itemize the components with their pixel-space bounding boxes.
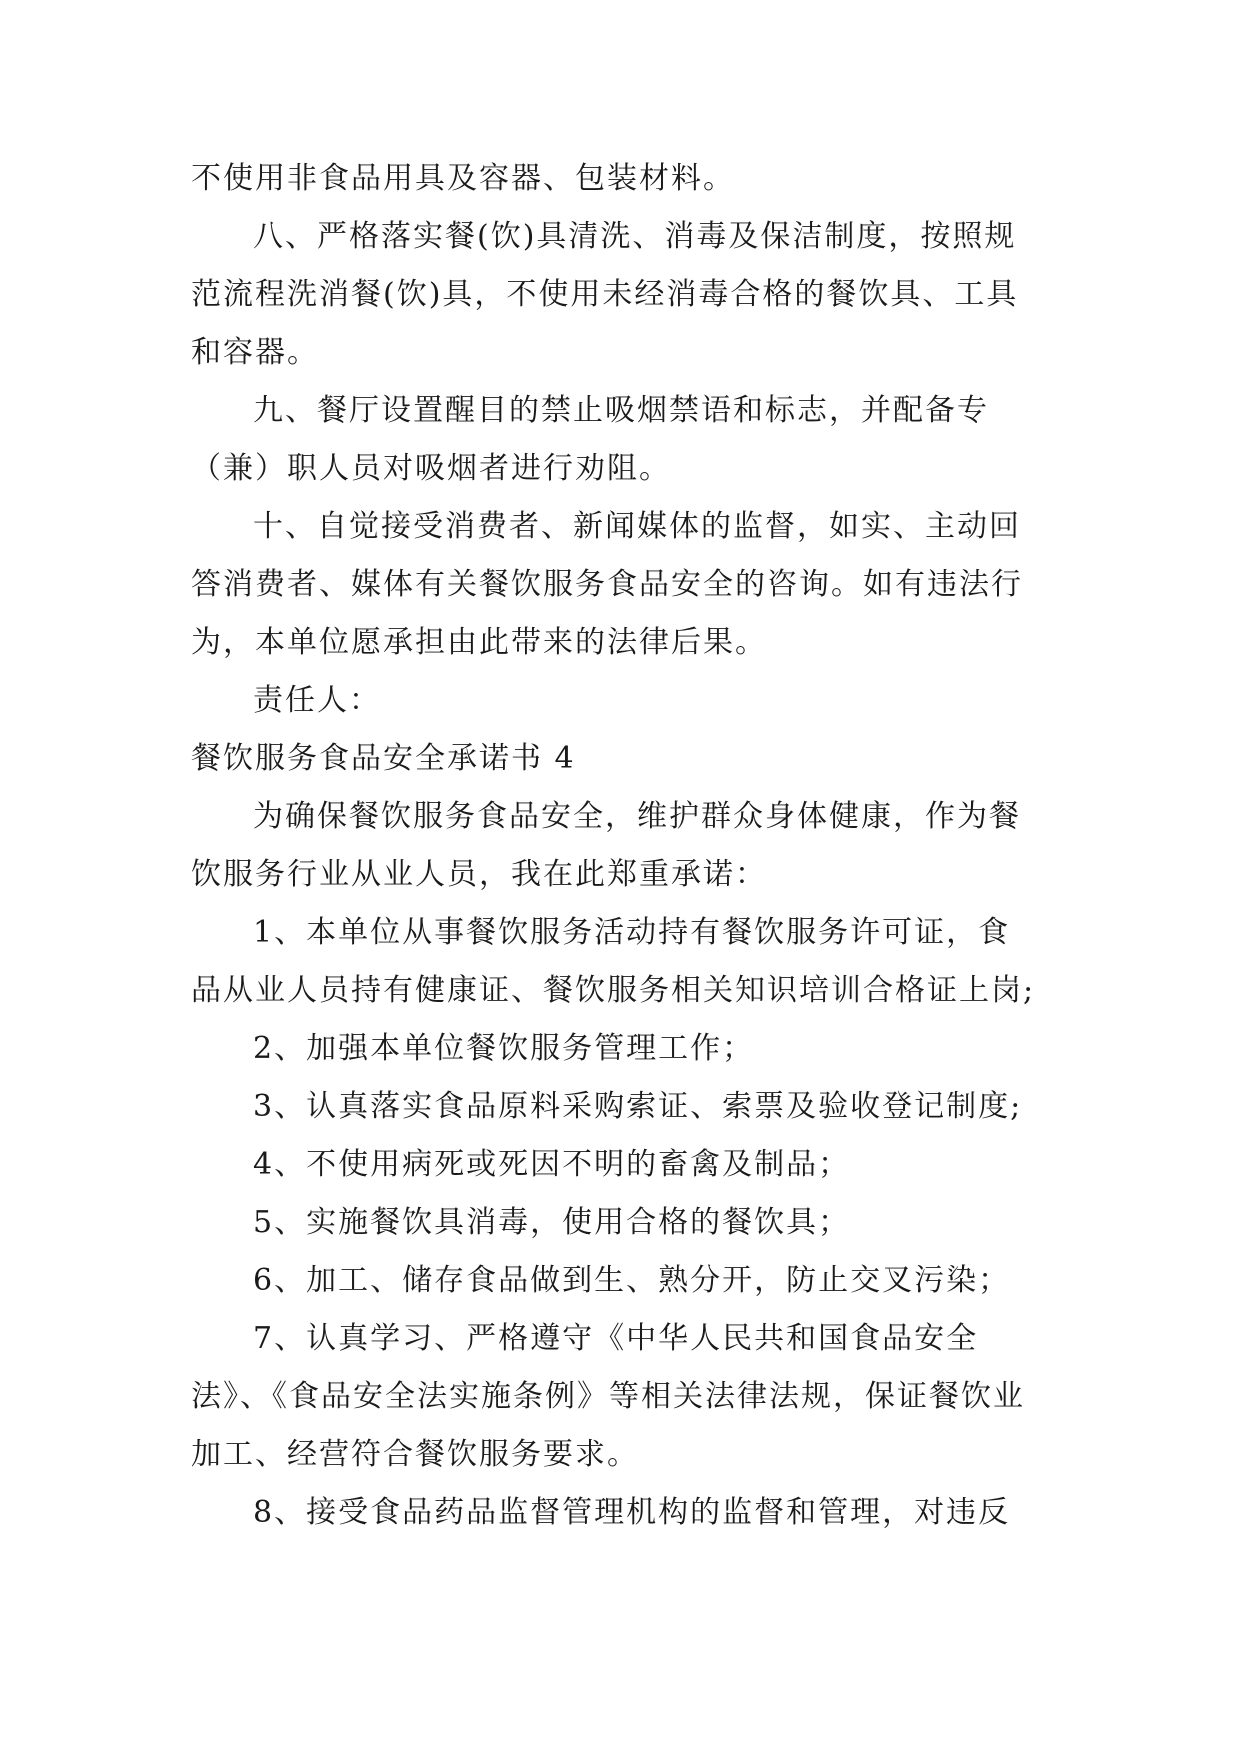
responsible-person-label: 责任人：: [253, 683, 381, 718]
text-line: 八、严格落实餐(饮)具清洗、消毒及保洁制度，按照规: [253, 219, 1017, 254]
list-item: 7、认真学习、严格遵守《中华人民共和国食品安全: [253, 1321, 979, 1356]
text-line: 十、自觉接受消费者、新闻媒体的监督，如实、主动回: [253, 509, 1021, 544]
text-line: 范流程洗消餐(饮)具，不使用未经消毒合格的餐饮具、工具: [191, 277, 1019, 312]
text-line: 不使用非食品用具及容器、包装材料。: [191, 161, 735, 196]
list-item: 1、本单位从事餐饮服务活动持有餐饮服务许可证，食: [253, 915, 1011, 950]
text-line: 和容器。: [191, 335, 319, 370]
list-item: 6、加工、储存食品做到生、熟分开，防止交叉污染；: [253, 1263, 1011, 1298]
text-line: 答消费者、媒体有关餐饮服务食品安全的咨询。如有违法行: [191, 567, 1023, 602]
list-item: 8、接受食品药品监督管理机构的监督和管理，对违反: [253, 1495, 1011, 1530]
list-item: 4、不使用病死或死因不明的畜禽及制品；: [253, 1147, 851, 1182]
text-line: （兼）职人员对吸烟者进行劝阻。: [191, 451, 671, 486]
section-title: 餐饮服务食品安全承诺书 4: [191, 741, 576, 776]
text-line: 加工、经营符合餐饮服务要求。: [191, 1437, 639, 1472]
text-line: 品从业人员持有健康证、餐饮服务相关知识培训合格证上岗;: [191, 973, 1036, 1008]
text-line: 饮服务行业从业人员，我在此郑重承诺：: [191, 857, 767, 892]
list-item: 3、认真落实食品原料采购索证、索票及验收登记制度;: [253, 1089, 1023, 1124]
list-item: 5、实施餐饮具消毒，使用合格的餐饮具；: [253, 1205, 851, 1240]
document-page: [191, 150, 1071, 1542]
text-line: 为，本单位愿承担由此带来的法律后果。: [191, 625, 767, 660]
list-item: 2、加强本单位餐饮服务管理工作；: [253, 1031, 755, 1066]
text-line: 为确保餐饮服务食品安全，维护群众身体健康，作为餐: [253, 799, 1021, 834]
text-line: 法》、《食品安全法实施条例》等相关法律法规，保证餐饮业: [191, 1379, 1025, 1414]
text-line: 九、餐厅设置醒目的禁止吸烟禁语和标志，并配备专: [253, 393, 989, 428]
